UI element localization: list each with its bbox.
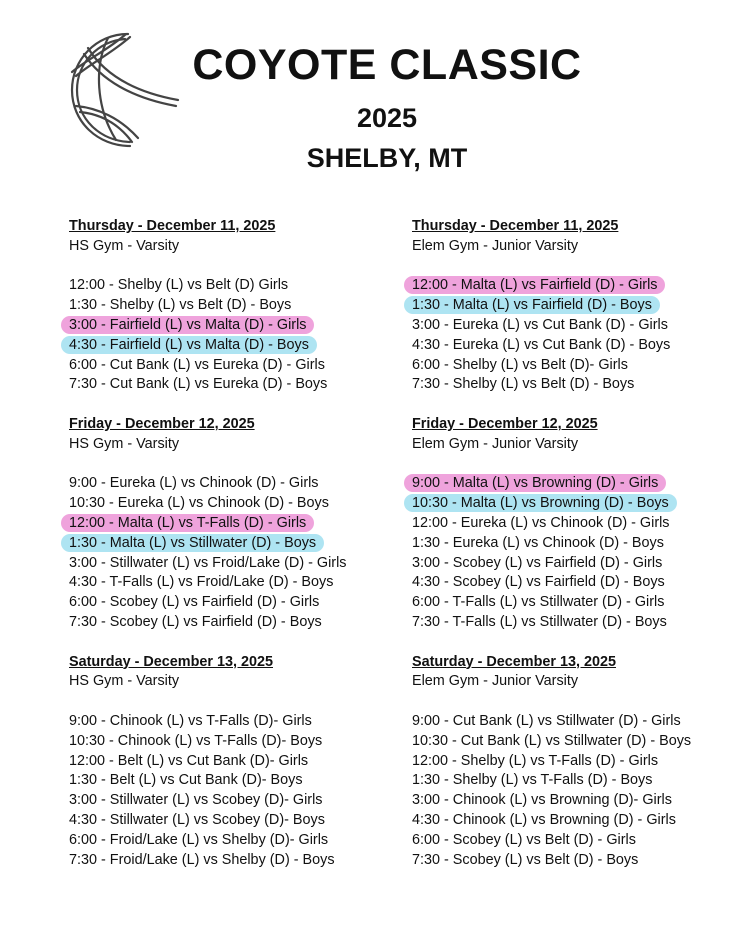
event-location: SHELBY, MT (306, 143, 468, 173)
schedule-day-section (69, 653, 409, 871)
game-text: 12:00 - Shelby (L) vs Belt (D) Girls (69, 277, 289, 294)
venue-label: HS Gym - Varsity (69, 435, 180, 452)
game-text: 9:00 - Eureka (L) vs Chinook (D) - Girls (69, 475, 319, 492)
game-row (69, 534, 409, 554)
game-row (69, 336, 409, 356)
game-text: 4:30 - Stillwater (L) vs Scobey (D)- Boys (69, 811, 325, 828)
game-text: 12:00 - Shelby (L) vs T-Falls (D) - Girls (412, 752, 659, 769)
game-row (69, 593, 409, 613)
game-text: 6:00 - Scobey (L) vs Belt (D) - Girls (412, 831, 636, 848)
game-row (412, 593, 750, 613)
schedule-day-section (69, 415, 409, 633)
game-text: 12:00 - Belt (L) vs Cut Bank (D)- Girls (69, 752, 309, 769)
game-text: 7:30 - T-Falls (L) vs Stillwater (D) - Boys (412, 613, 667, 630)
game-row (412, 771, 750, 791)
game-text: 4:30 - T-Falls (L) vs Froid/Lake (D) - Boys (69, 574, 334, 591)
game-text: 3:00 - Chinook (L) vs Browning (D)- Girls (412, 792, 672, 809)
game-row (412, 534, 750, 554)
game-row (69, 811, 409, 831)
day-header: Friday - December 12, 2025 (412, 415, 598, 432)
game-row (412, 791, 750, 811)
game-text: 3:00 - Scobey (L) vs Fairfield (D) - Girls (412, 554, 663, 571)
venue-label: Elem Gym - Junior Varsity (412, 237, 579, 254)
schedule-day-section (412, 653, 750, 871)
game-text: 6:00 - Froid/Lake (L) vs Shelby (D)- Girls (69, 831, 329, 848)
game-row (69, 573, 409, 593)
game-row (412, 831, 750, 851)
game-text: 4:30 - Scobey (L) vs Fairfield (D) - Boys (412, 574, 665, 591)
game-row (69, 771, 409, 791)
venue-label: Elem Gym - Junior Varsity (412, 435, 579, 452)
game-text: 7:30 - Froid/Lake (L) vs Shelby (D) - Boys (69, 851, 335, 868)
game-text: 12:00 - Eureka (L) vs Chinook (D) - Girls (412, 514, 670, 531)
venue-label: Elem Gym - Junior Varsity (412, 673, 579, 690)
game-text: 6:00 - Scobey (L) vs Fairfield (D) - Girls (69, 594, 320, 611)
venue-label: HS Gym - Varsity (69, 237, 180, 254)
game-row (412, 336, 750, 356)
varsity-schedule-column (69, 217, 409, 890)
game-text-highlighted-girls: 12:00 - Malta (L) vs Fairfield (D) - Girls (404, 276, 665, 294)
game-text: 3:00 - Stillwater (L) vs Scobey (D)- Girls (69, 792, 323, 809)
junior-varsity-schedule-column (412, 217, 750, 890)
game-row (412, 296, 750, 316)
game-text-highlighted-boys: 1:30 - Malta (L) vs Stillwater (D) - Boys (61, 534, 324, 552)
game-text: 7:30 - Scobey (L) vs Belt (D) - Boys (412, 851, 639, 868)
game-text: 7:30 - Scobey (L) vs Fairfield (D) - Boys (69, 613, 322, 630)
game-text: 6:00 - Cut Bank (L) vs Eureka (D) - Girls (69, 356, 325, 373)
game-row (69, 375, 409, 395)
game-text: 4:30 - Chinook (L) vs Browning (D) - Girls (412, 811, 676, 828)
game-row (69, 514, 409, 534)
game-row (412, 613, 750, 633)
game-text: 9:00 - Cut Bank (L) vs Stillwater (D) - Girls (412, 712, 681, 729)
game-text: 6:00 - T-Falls (L) vs Stillwater (D) - Girls (412, 594, 665, 611)
game-row (412, 276, 750, 296)
game-text-highlighted-girls: 3:00 - Fairfield (L) vs Malta (D) - Girls (61, 316, 314, 334)
game-text: 1:30 - Shelby (L) vs Belt (D) - Boys (69, 297, 292, 314)
venue-label: HS Gym - Varsity (69, 673, 180, 690)
game-row (412, 811, 750, 831)
game-row (69, 356, 409, 376)
game-row (69, 613, 409, 633)
game-text: 4:30 - Eureka (L) vs Cut Bank (D) - Boys (412, 336, 671, 353)
game-row (412, 494, 750, 514)
game-text-highlighted-boys: 10:30 - Malta (L) vs Browning (D) - Boys (404, 494, 677, 512)
game-text-highlighted-girls: 12:00 - Malta (L) vs T-Falls (D) - Girls (61, 514, 314, 532)
event-year: 2025 (356, 103, 418, 133)
schedule-day-section (412, 415, 750, 633)
game-text: 10:30 - Eureka (L) vs Chinook (D) - Boys (69, 495, 329, 512)
day-header: Thursday - December 11, 2025 (412, 218, 619, 234)
game-row (69, 732, 409, 752)
game-text: 1:30 - Eureka (L) vs Chinook (D) - Boys (412, 534, 664, 551)
game-row (69, 316, 409, 336)
game-row (69, 276, 409, 296)
game-text: 10:30 - Cut Bank (L) vs Stillwater (D) - Boys (412, 732, 692, 749)
game-row (412, 514, 750, 534)
game-row (412, 356, 750, 376)
game-text-highlighted-boys: 1:30 - Malta (L) vs Fairfield (D) - Boys (404, 296, 660, 314)
game-text: 7:30 - Cut Bank (L) vs Eureka (D) - Boys (69, 376, 328, 393)
game-row (412, 375, 750, 395)
event-title: COYOTE CLASSIC (192, 41, 582, 89)
game-text-highlighted-girls: 9:00 - Malta (L) vs Browning (D) - Girls (404, 474, 666, 492)
game-row (412, 851, 750, 871)
game-row (69, 494, 409, 514)
game-text: 3:00 - Stillwater (L) vs Froid/Lake (D) - Girls (69, 554, 347, 571)
game-text: 3:00 - Eureka (L) vs Cut Bank (D) - Girls (412, 316, 668, 333)
game-text: 10:30 - Chinook (L) vs T-Falls (D)- Boys (69, 732, 323, 749)
game-row (69, 554, 409, 574)
game-text: 9:00 - Chinook (L) vs T-Falls (D)- Girls (69, 712, 312, 729)
game-text: 6:00 - Shelby (L) vs Belt (D)- Girls (412, 356, 628, 373)
game-row (69, 831, 409, 851)
game-row (412, 474, 750, 494)
game-text: 1:30 - Belt (L) vs Cut Bank (D)- Boys (69, 772, 303, 789)
day-header: Saturday - December 13, 2025 (69, 653, 273, 670)
game-row (412, 712, 750, 732)
game-row (69, 791, 409, 811)
game-row (412, 573, 750, 593)
day-header: Friday - December 12, 2025 (69, 415, 255, 432)
game-row (412, 316, 750, 336)
game-row (412, 732, 750, 752)
game-row (69, 851, 409, 871)
game-text: 1:30 - Shelby (L) vs T-Falls (D) - Boys (412, 772, 653, 789)
game-row (69, 296, 409, 316)
game-text-highlighted-boys: 4:30 - Fairfield (L) vs Malta (D) - Boys (61, 336, 317, 354)
game-row (69, 712, 409, 732)
game-row (69, 752, 409, 772)
day-header: Thursday - December 11, 2025 (69, 218, 276, 234)
day-header: Saturday - December 13, 2025 (412, 653, 616, 670)
game-row (69, 474, 409, 494)
schedule-day-section (69, 217, 409, 395)
schedule-day-section (412, 217, 750, 395)
game-row (412, 752, 750, 772)
game-text: 7:30 - Shelby (L) vs Belt (D) - Boys (412, 376, 635, 393)
game-row (412, 554, 750, 574)
